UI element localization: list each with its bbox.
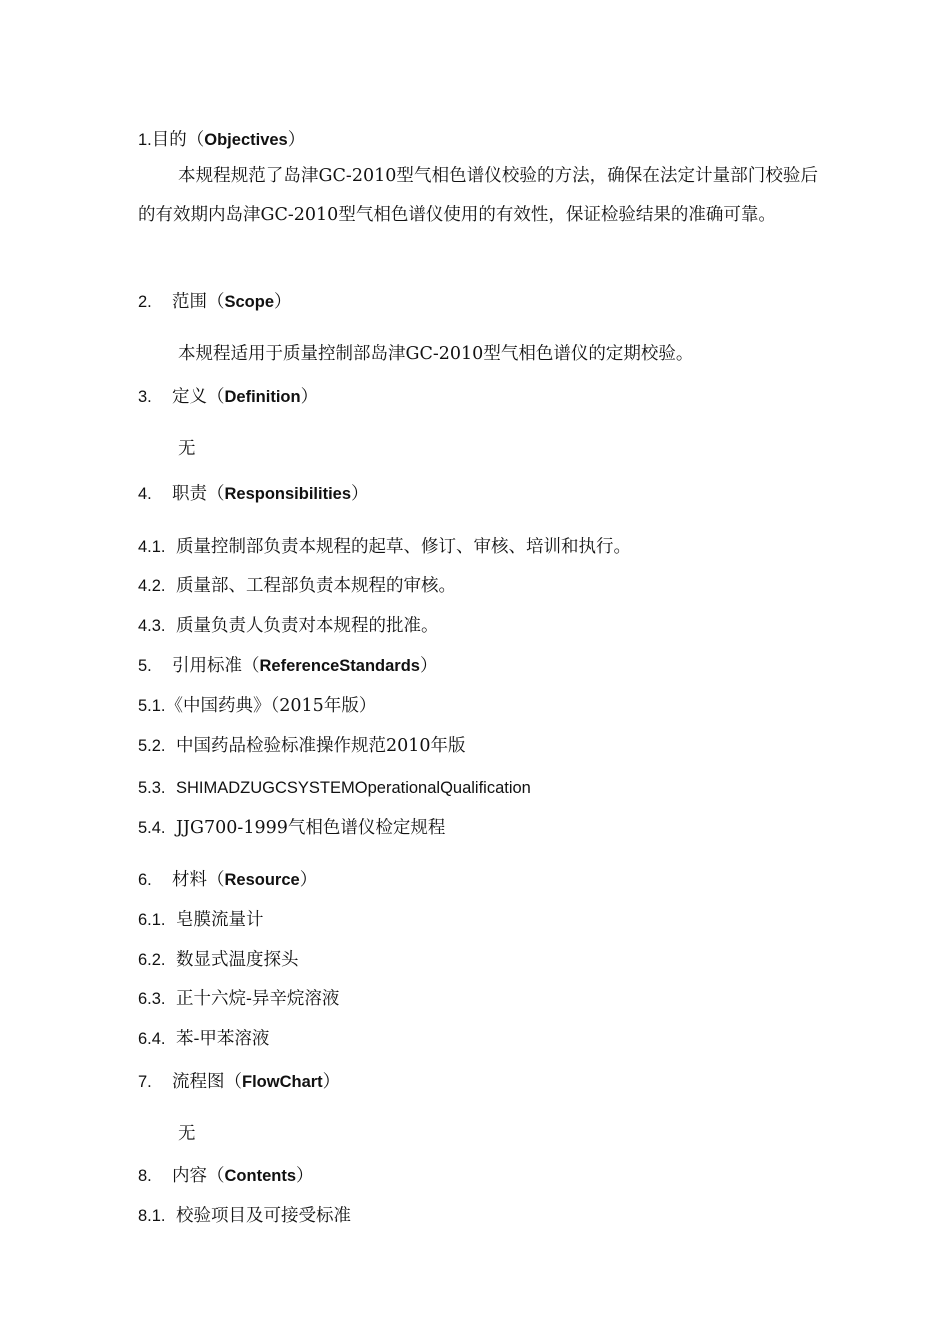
heading-title-en: Responsibilities — [224, 485, 352, 503]
heading-title-en: Contents — [224, 1167, 296, 1185]
heading-title: 定义（ — [172, 387, 225, 407]
flowchart-paragraph: 无 — [178, 1124, 196, 1144]
heading-title-en: FlowChart — [242, 1073, 323, 1091]
list-item: 5.1.《中国药典》（2015年版） — [138, 696, 377, 716]
list-item: 6.1. 皂膜流量计 — [138, 910, 264, 930]
heading-responsibilities: 4. 职责（Responsibilities） — [138, 484, 369, 504]
heading-resource: 6. 材料（Resource） — [138, 870, 318, 890]
list-item: 5.2. 中国药品检验标准操作规范2010年版 — [138, 736, 466, 756]
list-item: 4.2. 质量部、工程部负责本规程的审核。 — [138, 576, 456, 596]
objectives-paragraph: 本规程规范了岛津GC-2010型气相色谱仪校验的方法，确保在法定计量部门校验后的有效期内岛津GC-2010型气相色谱仪使用的有效性，保证检验结果的准确可靠。 — [138, 166, 818, 225]
heading-scope: 2. 范围（Scope） — [138, 292, 292, 312]
heading-number: 8. — [138, 1167, 152, 1185]
heading-title: 内容（ — [172, 1166, 225, 1186]
heading-title: 引用标准（ — [172, 656, 260, 676]
heading-title: 目的（ — [151, 130, 205, 150]
heading-objectives: 1.目的（Objectives） — [138, 130, 306, 150]
heading-number: 4. — [138, 485, 152, 503]
heading-number: 6. — [138, 871, 152, 889]
list-item: 5.4. JJG700-1999气相色谱仪检定规程 — [138, 818, 446, 838]
heading-title-en: Resource — [224, 871, 300, 889]
heading-definition: 3. 定义（Definition） — [138, 387, 319, 407]
list-item: 4.3. 质量负责人负责对本规程的批准。 — [138, 616, 439, 636]
list-item: 5.3. SHIMADZUGCSYSTEMOperationalQualification — [138, 779, 531, 797]
heading-title: 材料（ — [172, 870, 225, 890]
heading-title-en: Definition — [224, 388, 301, 406]
heading-number: 1. — [138, 131, 152, 149]
list-item: 6.2. 数显式温度探头 — [138, 950, 299, 970]
heading-flowchart: 7. 流程图（FlowChart） — [138, 1072, 341, 1092]
heading-reference-standards: 5. 引用标准（ReferenceStandards） — [138, 656, 438, 676]
heading-contents: 8. 内容（Contents） — [138, 1166, 314, 1186]
list-item: 6.4. 苯-甲苯溶液 — [138, 1029, 270, 1049]
list-item: 8.1. 校验项目及可接受标准 — [138, 1206, 351, 1226]
heading-number: 5. — [138, 657, 152, 675]
heading-title: 流程图（ — [172, 1072, 242, 1092]
heading-title-en: Scope — [224, 293, 275, 311]
heading-number: 2. — [138, 293, 152, 311]
heading-title: 职责（ — [172, 484, 225, 504]
heading-title-en: ReferenceStandards — [259, 657, 420, 675]
heading-title-en: Objectives — [204, 131, 288, 149]
heading-number: 3. — [138, 388, 152, 406]
list-item: 4.1. 质量控制部负责本规程的起草、修订、审核、培训和执行。 — [138, 537, 631, 557]
scope-paragraph: 本规程适用于质量控制部岛津GC-2010型气相色谱仪的定期校验。 — [178, 344, 694, 364]
heading-number: 7. — [138, 1073, 152, 1091]
definition-paragraph: 无 — [178, 439, 196, 459]
heading-title: 范围（ — [172, 292, 225, 312]
list-item: 6.3. 正十六烷-异辛烷溶液 — [138, 989, 340, 1009]
